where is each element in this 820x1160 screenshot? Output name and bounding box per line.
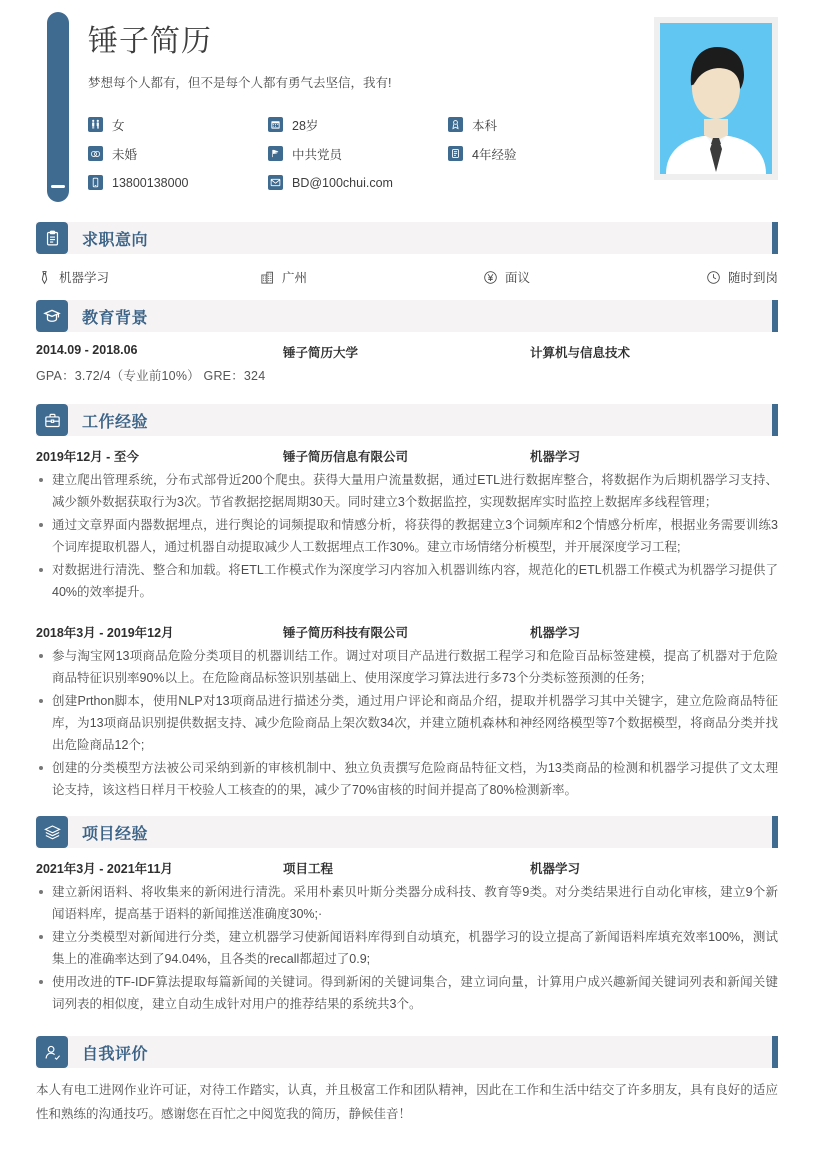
yen-icon [482,269,498,285]
intent-items [36,254,778,292]
fact-gender [88,110,268,139]
section-accent-intent [772,222,778,254]
building-icon [259,269,275,285]
fact-party-value: 中共党员 [292,147,343,162]
header-accent-dash [51,185,65,188]
project-bullet: 建立分类模型对新闻进行分类，建立机器学习使新闻语料库得到自动填充，机器学习的设立提高了新闻语料库填充效率100%，测试集上的准确率达到了94.04%，且各类的recall都超过了0.9; [36,926,778,970]
intent-position-value: 机器学习 [59,271,110,285]
project-role: 机器学习 [530,862,581,876]
work-block [36,436,778,801]
work-period: 2018年3月 - 2019年12月 [36,626,174,640]
intent-position [36,268,259,286]
fact-experience-value: 4年经验 [472,147,517,162]
section-title-intent: 求职意向 [82,231,149,249]
party-icon [268,146,283,161]
section-title-work: 工作经验 [82,413,149,431]
clipboard-icon [36,222,68,254]
section-title-education: 教育背景 [82,309,149,327]
header-main [88,22,628,197]
section-accent-self [772,1036,778,1068]
education-block [36,332,778,384]
fact-email [268,168,448,197]
fact-marriage-value: 未婚 [112,147,138,162]
section-accent-education [772,300,778,332]
section-header-intent [36,222,778,254]
education-major: 计算机与信息技术 [530,346,631,360]
work-bullet: 创建Prthon脚本，使用NLP对13项商品进行描述分类，通过用户评论和商品介绍，提取并机器学习其中关键字，建立危险商品特征库，为13项商品识别提供数据支持、减少危险商品上架次数34次，并建立随机森林和神经网络模型等7个数据模型，将商品分类并找出危险商品12个; [36,690,778,756]
work-entry [36,612,778,801]
section-title-project: 项目经验 [82,825,149,843]
profile-photo-image [660,23,772,174]
email-icon [268,175,283,190]
candidate-name: 锤子简历 [88,25,212,58]
tie-icon [36,269,52,285]
calendar-icon [268,117,283,132]
education-period: 2014.09 - 2018.06 [36,343,138,357]
education-icon [448,117,463,132]
graduation-cap-icon [36,300,68,332]
work-bullets [36,645,778,801]
fact-education-value: 本科 [472,118,498,133]
intent-availability-value: 随时到岗 [728,271,779,285]
profile-photo [654,17,778,180]
work-entry [36,436,778,603]
resume-header [0,0,820,222]
work-bullet: 参与淘宝网13项商品危险分类项目的机器训结工作。调过对项目产品进行数据工程学习和危险百品标签建模，提高了机器对于危险商品特征识别率90%以上。在危险商品标签识别基础上、使用深度学习算法进行多73个分类标签预测的任务; [36,645,778,689]
education-entry-header [36,332,778,361]
fact-gender-value: 女 [112,118,125,133]
fact-experience [448,139,628,168]
work-entry-header [36,612,778,641]
intent-city-value: 广州 [282,271,308,285]
project-bullets [36,881,778,1015]
intent-salary [482,268,705,286]
fact-phone-value: 13800138000 [112,175,189,190]
header-accent-bar [47,12,69,202]
fact-party [268,139,448,168]
work-entry-header [36,436,778,465]
work-bullet: 建立爬出管理系统，分布式部骨近200个爬虫。获得大量用户流量数据，通过ETL进行数据库整合，将数据作为后期机器学习支持、减少额外数据获取行为3次。节省教据挖据周期30天。同时建立3个数据监控，实现数据库实时监控上数据库多线程管理； [36,469,778,513]
fact-phone [88,168,268,197]
work-bullet: 对数据进行清洗、整合和加载。将ETL工作模式作为深度学习内容加入机器训练内容，规范化的ETL机器工作模式为机器学习提供了40%的效率提升。 [36,559,778,603]
fact-age [268,110,448,139]
clock-icon [705,269,721,285]
project-entry-header [36,848,778,877]
candidate-slogan: 梦想每个人都有，但不是每个人都有勇气去坚信，我有! [88,76,392,90]
intent-city [259,268,482,286]
intent-availability [705,268,778,286]
briefcase-icon [36,404,68,436]
fact-marriage [88,139,268,168]
project-name: 项目工程 [283,862,334,876]
education-detail: GPA：3.72/4（专业前10%） GRE：324 [36,369,266,383]
project-bullet: 使用改进的TF-IDF算法提取每篇新闻的关键词。得到新闲的关键词集合，建立词向量，计算用户成兴趣新闻关键词列表和新闻关键词列表的相似度，建立自动生成针对用户的推荐结果的系统共3个。 [36,971,778,1015]
marriage-icon [88,146,103,161]
work-period: 2019年12月 - 至今 [36,450,139,464]
work-bullets [36,469,778,603]
work-company: 锤子简历科技有限公司 [283,626,409,640]
personal-facts [88,110,628,197]
section-header-work [36,404,778,436]
section-header-project [36,816,778,848]
intent-block [36,254,778,292]
section-header-self [36,1036,778,1068]
education-school: 锤子简历大学 [283,346,359,360]
work-bullet: 通过文章界面内器数据埋点，进行舆论的词频提取和情感分析，将获得的教据建立3个词频库和2个情感分析库，根据业务需要训练3个词库提取机器人，通过机器自动提取减少人工数据埋点工作30%。建立市场情绪分析模型，并开展深度学习工程; [36,514,778,558]
section-header-education [36,300,778,332]
section-accent-work [772,404,778,436]
project-bullet: 建立新闲语料、将收集来的新闲进行清洗。采用朴素贝叶斯分类器分成科技、教育等9类。对分类结果进行自动化审核，建立9个新闻语料库，提高基于语料的新闻推送准确度30%;· [36,881,778,925]
self-evaluation-text: 本人有电工进网作业许可证，对待工作踏实，认真，并且极富工作和团队精神，因此在工作和生活中结交了许多朋友，具有良好的适应性和熟练的沟通技巧。感谢您在百忙之中阅览我的简历，静候佳音！ [36,1083,778,1121]
work-role: 机器学习 [530,450,581,464]
work-role: 机器学习 [530,626,581,640]
project-block [36,848,778,1015]
work-company: 锤子简历信息有限公司 [283,450,409,464]
section-title-self: 自我评价 [82,1045,149,1063]
experience-icon [448,146,463,161]
gender-icon [88,117,103,132]
user-check-icon [36,1036,68,1068]
section-accent-project [772,816,778,848]
project-period: 2021年3月 - 2021年11月 [36,862,173,876]
fact-email-value: BD@100chui.com [292,175,393,190]
intent-salary-value: 面议 [505,271,531,285]
layers-icon [36,816,68,848]
phone-icon [88,175,103,190]
fact-age-value: 28岁 [292,118,319,133]
self-block [36,1068,778,1126]
fact-education [448,110,628,139]
work-bullet: 创建的分类模型方法被公司采纳到新的审核机制中、独立负责撰写危险商品特征文档，为13类商品的检测和机器学习提供了文太理论支持，该这档日样月干校验人工核查的的果，减少了70%宙核的时间并提高了80%检测新率。 [36,757,778,801]
